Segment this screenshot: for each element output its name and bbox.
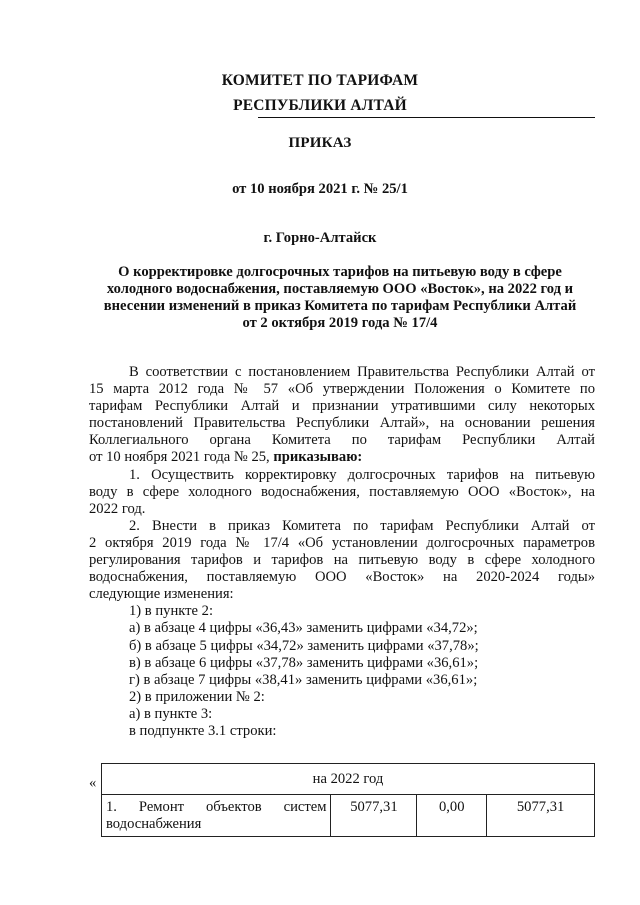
table-header-cell: на 2022 год [102, 764, 595, 795]
subitems-list [89, 603, 595, 740]
table-cell-name [102, 795, 331, 837]
body-line: Коллегиального органа Комитета по тарифам Республики Алтай [89, 432, 595, 449]
body-line: 2 октября 2019 года № 17/4 «Об установлении долгосрочных параметров [89, 534, 595, 551]
subitem: б) в абзаце 5 цифры «34,72» заменить цифрами «37,78»; [129, 637, 479, 654]
intro-last-text: от 10 ноября 2021 года № 25, [89, 449, 274, 466]
subitem: 1) в пункте 2: [129, 603, 214, 620]
body-line: 1. Осуществить корректировку долгосрочных тарифов на питьевую [129, 466, 595, 483]
body-line: постановлений Правительства Республики Алтай», на основании решения [89, 415, 595, 432]
amendment-table [101, 763, 595, 837]
org-name-line1: КОМИТЕТ ПО ТАРИФАМ [221, 72, 419, 89]
subitem: а) в абзаце 4 цифры «36,43» заменить цифрами «34,72»; [129, 620, 478, 637]
table-cell-value: 5077,31 [487, 795, 595, 837]
title-line: внесении изменений в приказ Комитета по тарифам Республики Алтай [103, 298, 577, 314]
org-name-line2: РЕСПУБЛИКИ АЛТАЙ [233, 97, 407, 114]
intro-paragraph [89, 364, 595, 467]
item-1-paragraph [89, 467, 595, 518]
body-line: В соответствии с постановлением Правительства Республики Алтай от [129, 364, 595, 380]
subitem: 2) в приложении № 2: [129, 688, 265, 705]
title-line: О корректировке долгосрочных тарифов на питьевую воду в сфере [118, 264, 562, 280]
table-row [102, 764, 595, 795]
doc-title [100, 264, 580, 332]
body-line: 2. Внести в приказ Комитета по тарифам Республики Алтай от [129, 517, 595, 534]
doc-date-number: от 10 ноября 2021 г. № 25/1 [232, 181, 408, 197]
open-quote: « [89, 775, 97, 791]
table-cell-value: 0,00 [417, 795, 487, 837]
body-line: воду в сфере холодного водоснабжения, поставляемую ООО «Восток», на [89, 483, 595, 500]
doc-city: г. Горно-Алтайск [263, 230, 377, 246]
cell-line: 1. Ремонт объектов систем [106, 799, 327, 815]
subitem: г) в абзаце 7 цифры «38,41» заменить цифрами «36,61»; [129, 671, 478, 688]
title-line: от 2 октября 2019 года № 17/4 [242, 315, 438, 331]
body-line-last: 2022 год. [89, 500, 146, 517]
cell-line: водоснабжения [106, 816, 202, 832]
body-line-last [89, 449, 595, 466]
table-row [102, 795, 595, 837]
subitem: в) в абзаце 6 цифры «37,78» заменить цифрами «36,61»; [129, 654, 479, 671]
body-line: тарифам Республики Алтай и признании утратившими силу некоторых [89, 398, 595, 415]
body-line: регулирования тарифов и тарифов на питьевую воду в сфере холодного [89, 552, 595, 569]
table-cell-value: 5077,31 [331, 795, 417, 837]
subitem: в подпункте 3.1 строки: [129, 722, 277, 739]
doc-type: ПРИКАЗ [288, 135, 352, 151]
order-word: приказываю: [273, 449, 363, 466]
title-line: холодного водоснабжения, поставляемую ООО «Восток», на 2022 год и [106, 281, 574, 297]
body-line: водоснабжения, поставляемую ООО «Восток» на 2020-2024 годы» [89, 569, 595, 586]
item-2-paragraph [89, 518, 595, 603]
subitem: а) в пункте 3: [129, 705, 213, 722]
doc-body [89, 364, 595, 740]
body-line-last: следующие изменения: [89, 586, 234, 603]
body-line: 15 марта 2012 года № 57 «Об утверждении Положения о Комитете по [89, 381, 595, 398]
header-rule [258, 117, 595, 118]
